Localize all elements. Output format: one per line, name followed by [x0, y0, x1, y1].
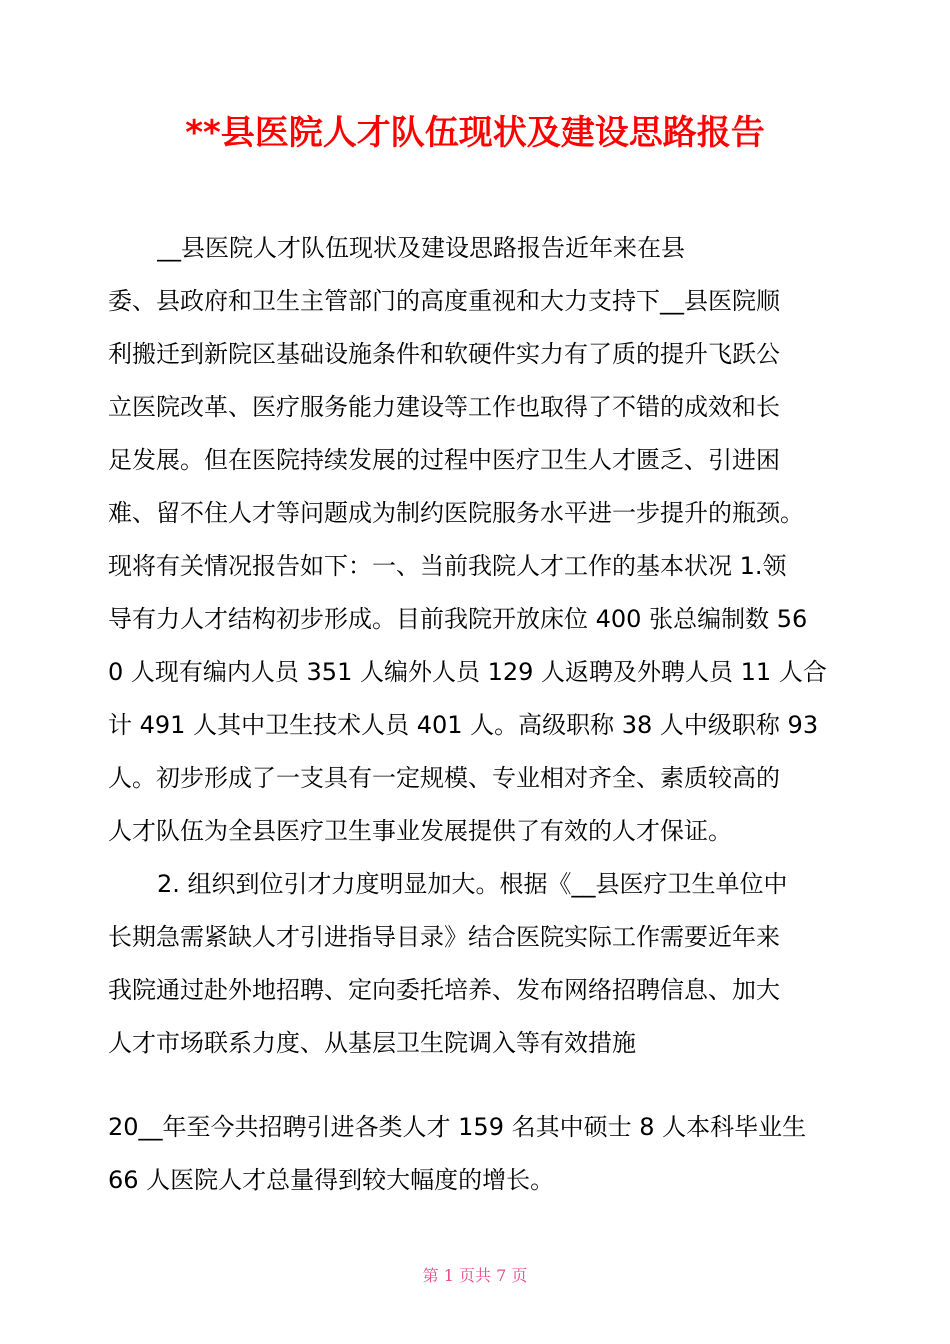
paragraph-line: 导有力人才结构初步形成。目前我院开放床位 400 张总编制数 56 [108, 605, 808, 633]
paragraph-line: 人才队伍为全县医疗卫生事业发展提供了有效的人才保证。 [108, 817, 732, 845]
paragraph-line: 长期急需紧缺人才引进指导目录》结合医院实际工作需要近年来 [108, 923, 780, 951]
paragraph-line: 立医院改革、医疗服务能力建设等工作也取得了不错的成效和长 [108, 393, 780, 421]
paragraph-line: 委、县政府和卫生主管部门的高度重视和大力支持下__县医院顺 [108, 287, 780, 315]
paragraph-line: 20__年至今共招聘引进各类人才 159 名其中硕士 8 人本科毕业生 [108, 1113, 807, 1141]
paragraph-line: 我院通过赴外地招聘、定向委托培养、发布网络招聘信息、加大 [108, 976, 780, 1004]
paragraph-line: 人才市场联系力度、从基层卫生院调入等有效措施 [108, 1029, 636, 1057]
paragraph-line: 人。初步形成了一支具有一定规模、专业相对齐全、素质较高的 [108, 764, 780, 792]
paragraph-line: 利搬迁到新院区基础设施条件和软硬件实力有了质的提升飞跃公 [108, 340, 780, 368]
paragraph-line: 2. 组织到位引才力度明显加大。根据《__县医疗卫生单位中 [157, 870, 788, 898]
paragraph-line: 现将有关情况报告如下：一、当前我院人才工作的基本状况 1.领 [108, 552, 787, 580]
paragraph-line: 计 491 人其中卫生技术人员 401 人。高级职称 38 人中级职称 93 [108, 711, 819, 739]
document-title: **县医院人才队伍现状及建设思路报告 [185, 113, 765, 153]
page-indicator: 第 1 页共 7 页 [422, 1266, 528, 1285]
paragraph-line: __县医院人才队伍现状及建设思路报告近年来在县 [157, 234, 685, 262]
paragraph-line: 0 人现有编内人员 351 人编外人员 129 人返聘及外聘人员 11 人合 [108, 658, 827, 686]
paragraph-line: 足发展。但在医院持续发展的过程中医疗卫生人才匮乏、引进困 [108, 446, 780, 474]
paragraph-line: 66 人医院人才总量得到较大幅度的增长。 [108, 1166, 555, 1194]
paragraph-line: 难、留不住人才等问题成为制约医院服务水平进一步提升的瓶颈。 [108, 499, 804, 527]
